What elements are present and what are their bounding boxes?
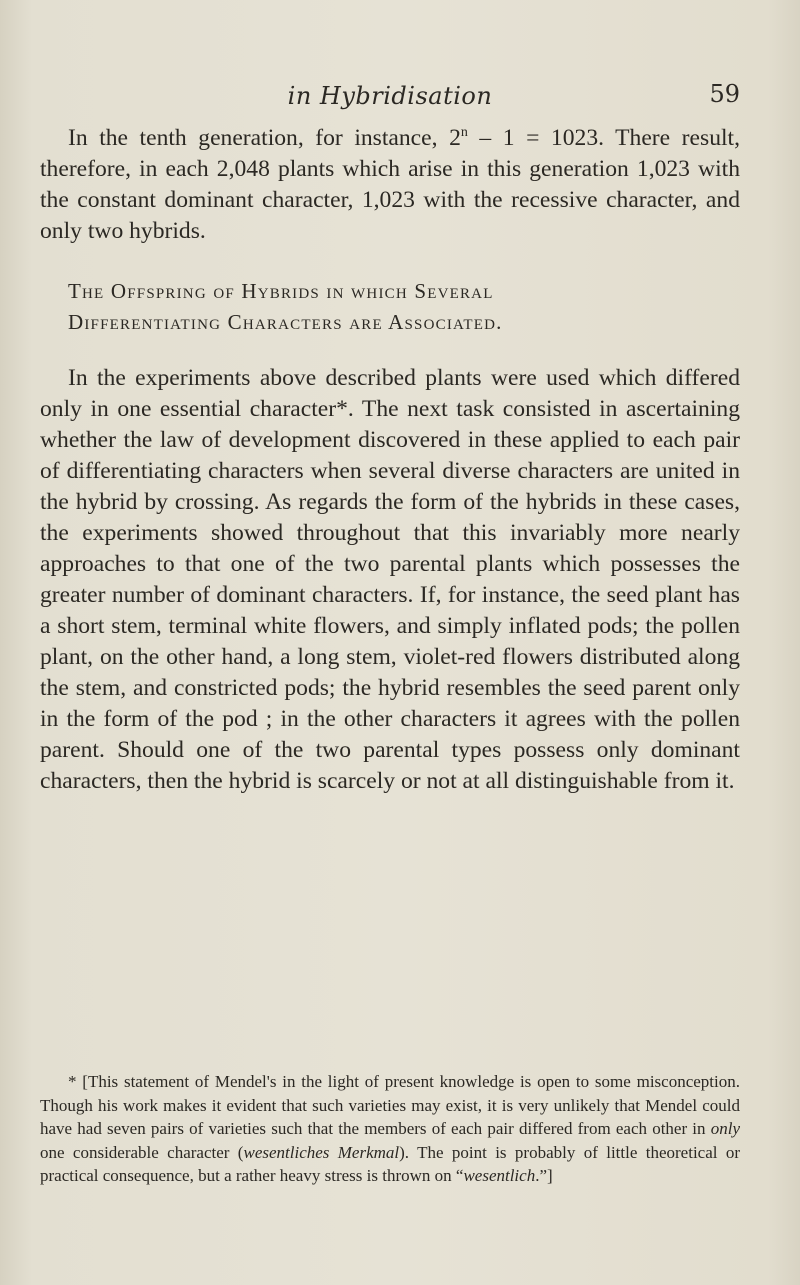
section-heading xyxy=(40,276,740,338)
footnote-text: * [This statement of Mendel's in the light of present knowledge is open to some misconception. Though his work makes it evident that such varieties may exist, it is very unlikely that Mendel could have had seven pairs of varieties such that the members of each pair differed from each other in xyxy=(40,1072,740,1138)
paragraph-experiments: In the experiments above described plants were used which differed only in one essential character*. The next task consisted in ascertaining whether the law of development discovered in these applied to each pair of differentiating characters when several diverse characters are united in the hybrid by crossing. As regards the form of the hybrids in these cases, the experiments showed throughout that this invariably more nearly approaches to that one of the two parental plants which possesses the greater number of dominant characters. If, for instance, the seed plant has a short stem, terminal white flowers, and simply inflated pods; the pollen plant, on the other hand, a long stem, violet-red flowers distributed along the stem, and constricted pods; the hybrid resembles the seed parent only in the form of the pod ; in the other characters it agrees with the pollen parent. Should one of the two parental types possess only dominant characters, then the hybrid is scarcely or not at all distinguishable from it. xyxy=(40,365,740,794)
footnote-text: ). The point is probably of little theoretical or practical consequence, but a rather heavy stress is thrown on “ xyxy=(40,1142,741,1185)
exponent-n: n xyxy=(460,125,468,141)
footnote-italic-merkmal: wesentliches Merkmal xyxy=(243,1142,400,1162)
footnote-text: one considerable character ( xyxy=(40,1142,244,1162)
page-number: 59 xyxy=(709,80,740,108)
footnote xyxy=(40,1070,740,1188)
section-heading-line-2: Differentiating Characters are Associated. xyxy=(68,310,503,334)
page-header xyxy=(40,82,740,122)
paragraph-text: In the tenth generation, for instance, 2 xyxy=(68,125,461,151)
footnote-text: .”] xyxy=(535,1166,553,1185)
footnote-italic-wesentlich: wesentlich xyxy=(463,1166,536,1185)
section-heading-line-1: The Offspring of Hybrids in which Several xyxy=(68,279,494,303)
running-title: in Hybridisation xyxy=(287,82,493,110)
paragraph-tenth-generation xyxy=(40,123,740,247)
footnote-italic-only: only xyxy=(710,1119,740,1138)
paragraph-text: – 1 = 1023. There result, therefore, in each 2,048 plants which arise in this generation 1,023 with the constant dominant character, 1,023 with the recessive character, and only two hybrids. xyxy=(40,125,740,244)
